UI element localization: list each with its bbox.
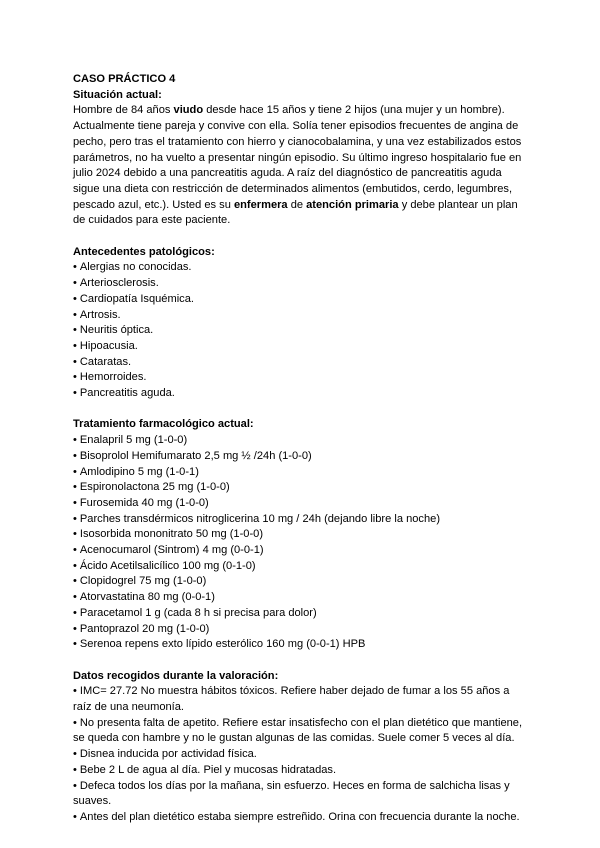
list-item-text: Parches transdérmicos nitroglicerina 10 mg / 24h (dejando libre la noche) [79,512,441,525]
bullet-icon: • [73,355,77,368]
list-item [73,527,528,543]
list-item-text: Furosemida 40 mg (1-0-0) [79,496,209,509]
list-item-text: Disnea inducida por actividad física. [79,748,257,761]
list-item-text: Pancreatitis aguda. [79,387,175,400]
list-item [73,339,528,355]
bullet-icon: • [73,292,77,305]
list-item [73,637,528,653]
list-item-text: Bebe 2 L de agua al día. Piel y mucosas hidratadas. [79,763,337,776]
bullet-icon: • [73,591,77,604]
list-item-text: Alergias no conocidas. [79,261,192,274]
list-item [73,810,528,826]
list-item [73,590,528,606]
list-item-text: Bisoprolol Hemifumarato 2,5 mg ½ /24h (1-0-0) [79,449,312,462]
bullet-icon: • [73,638,77,651]
list-item [73,260,528,276]
situation-text-1: Hombre de 84 años [73,104,174,117]
bullet-icon: • [73,528,77,541]
situation-bold-2: enfermera [233,198,288,211]
list-item [73,747,528,763]
bullet-icon: • [73,575,77,588]
document-page [73,72,528,826]
list-item [73,480,528,496]
list-item-text: Espironolactona 25 mg (1-0-0) [79,481,230,494]
list-item [73,496,528,512]
list-item-text: Serenoa repens exto lípido esterólico 160 mg (0-0-1) HPB [79,638,366,651]
list-item-text: Cataratas. [79,355,132,368]
bullet-icon: • [73,434,77,447]
situation-text-2: desde hace 15 años y tiene 2 hijos (una mujer y un hombre). Actualmente tiene pareja y convive con ella. Solía tener episodios frecuentes de angina de pecho, pero tras el tratamiento con hierro y cianocobalamina, y una vez estabilizados estos parámetros, no ha vuelto a presentar ningún episodio. Su último ingreso hospitalario fue en julio 2024 debido a una pancreatitis aguda. A raíz del diagnóstico de pancreatitis aguda sigue una dieta con restricción de determinados alimentos (embutidos, cerdo, legumbres, pescado azul, etc.). Usted es su [73,104,522,211]
bullet-icon: • [73,261,77,274]
list-item-text: Isosorbida mononitrato 50 mg (1-0-0) [79,528,264,541]
bullet-icon: • [73,449,77,462]
list-item [73,543,528,559]
bullet-icon: • [73,371,77,384]
list-item [73,779,528,810]
list-item-text: Neuritis óptica. [79,324,154,337]
bullet-icon: • [73,606,77,619]
list-item [73,716,528,747]
case-title: CASO PRÁCTICO 4 [73,73,176,85]
list-item-text: Hemorroides. [79,371,147,384]
list-item [73,465,528,481]
bullet-icon: • [73,324,77,337]
bullet-icon: • [73,465,77,478]
list-item-text: No presenta falta de apetito. Refiere estar insatisfecho con el plan dietético que mantiene, se queda con hambre y no le gustan algunas de las comidas. Suele comer 5 veces al día. [73,716,523,745]
bullet-icon: • [73,779,77,792]
list-item [73,355,528,371]
bullet-icon: • [73,685,77,698]
list-item-text: Atorvastatina 80 mg (0-0-1) [79,591,215,604]
list-item [73,323,528,339]
bullet-icon: • [73,811,77,823]
list-item [73,276,528,292]
list-item-text: Paracetamol 1 g (cada 8 h si precisa para dolor) [79,606,317,619]
list-item-text: Enalapril 5 mg (1-0-0) [79,434,188,447]
bullet-icon: • [73,496,77,509]
situation-bold-3: atención primaria [306,198,399,211]
situation-text-3: de [287,198,307,211]
bullet-icon: • [73,512,77,525]
bullet-icon: • [73,622,77,635]
list-item [73,622,528,638]
list-item-text: Acenocumarol (Sintrom) 4 mg (0-0-1) [79,544,264,557]
treatment-list [73,433,528,653]
list-item-text: Amlodipino 5 mg (1-0-1) [79,465,199,478]
list-item-text: Defeca todos los días por la mañana, sin esfuerzo. Heces en forma de salchicha lisas y suaves. [73,779,510,808]
list-item [73,763,528,779]
list-item [73,433,528,449]
list-item-text: Clopidogrel 75 mg (1-0-0) [79,575,207,588]
list-item [73,684,528,715]
list-item-text: Antes del plan dietético estaba siempre estreñido. Orina con frecuencia durante la noche. [79,811,520,823]
list-item-text: Hipoacusia. [79,339,138,352]
bullet-icon: • [73,339,77,352]
treatment-heading: Tratamiento farmacológico actual: [73,418,254,431]
situation-paragraph [73,103,528,229]
history-list [73,260,528,401]
list-item-text: Ácido Acetilsalicílico 100 mg (0-1-0) [79,559,256,572]
list-item-text: Pantoprazol 20 mg (1-0-0) [79,622,210,635]
list-item [73,512,528,528]
list-item [73,370,528,386]
assessment-list [73,684,528,825]
situation-text-4: y debe plantear un plan de cuidados para este paciente. [73,198,518,227]
bullet-icon: • [73,763,77,776]
bullet-icon: • [73,387,77,400]
assessment-heading: Datos recogidos durante la valoración: [73,669,279,682]
list-item [73,606,528,622]
bullet-icon: • [73,559,77,572]
list-item [73,308,528,324]
bullet-icon: • [73,748,77,761]
list-item [73,559,528,575]
list-item-text: Artrosis. [79,308,121,321]
bullet-icon: • [73,277,77,290]
bullet-icon: • [73,481,77,494]
situation-heading: Situación actual: [73,88,162,101]
list-item-text: IMC= 27.72 No muestra hábitos tóxicos. Refiere haber dejado de fumar a los 55 años a raíz de una neumonía. [73,685,510,714]
list-item [73,574,528,590]
list-item-text: Arteriosclerosis. [79,277,159,290]
situation-bold-1: viudo [173,104,204,117]
list-item [73,386,528,402]
history-heading: Antecedentes patológicos: [73,245,215,258]
list-item [73,449,528,465]
bullet-icon: • [73,308,77,321]
list-item [73,292,528,308]
bullet-icon: • [73,716,77,729]
list-item-text: Cardiopatía Isquémica. [79,292,194,305]
bullet-icon: • [73,544,77,557]
